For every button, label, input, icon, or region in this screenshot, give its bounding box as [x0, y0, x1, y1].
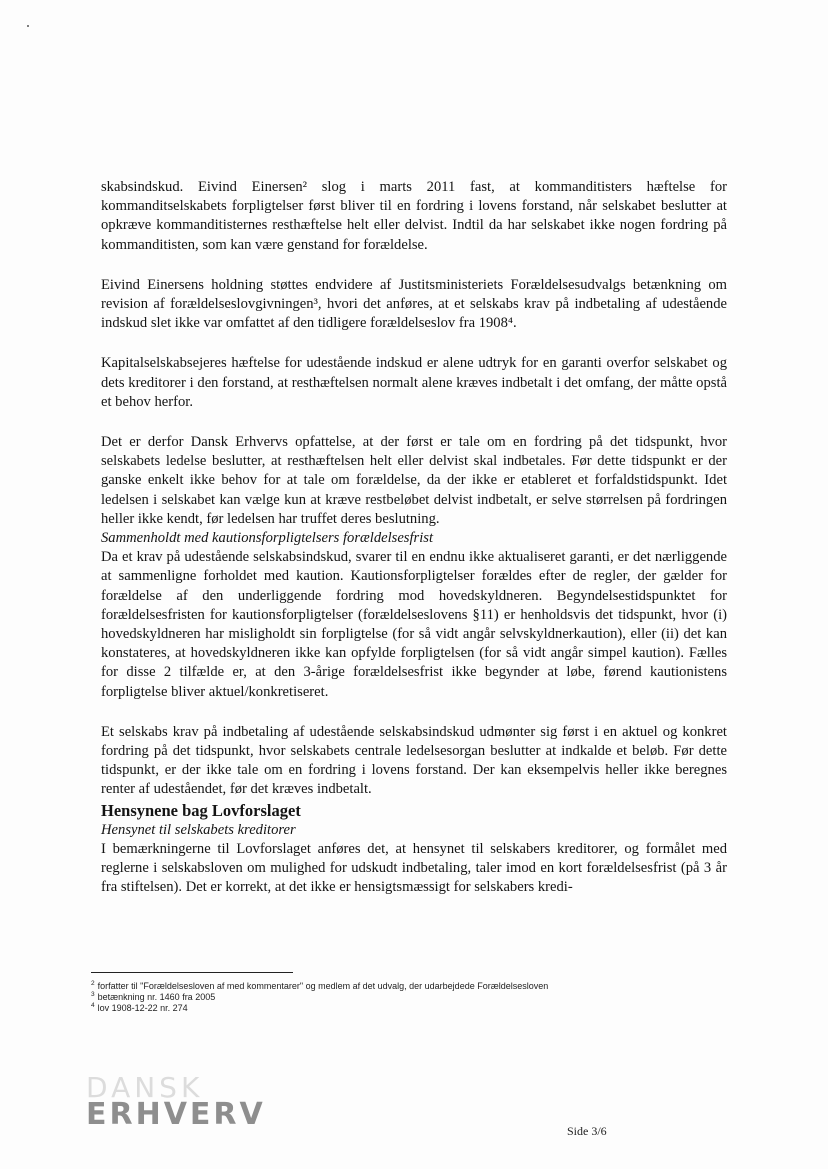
paragraph-2: Eivind Einersens holdning støttes endvidere af Justitsministeriets Forældelsesudvalgs betænkning om revision af forældelseslovgivningen³, hvori det anføres, at et selskabs krav på indbetaling af udestående indskud slet ikke var omfattet af den tidligere forældelseslov fra 1908⁴.	[101, 276, 727, 332]
paragraph-7: I bemærkningerne til Lovforslaget anføres det, at hensynet til selskabers kreditorer, og formålet med reglerne i selskabsloven om mulighed for udskudt indbetaling, taler imod en kort forældelsesfrist (på 3 år fra stiftelsen). Det er korrekt, at det ikke er hensigtsmæssigt for selskabers kredi-	[101, 840, 727, 896]
page-number: Side 3/6	[567, 1124, 607, 1138]
subheading-kreditorer: Hensynet til selskabets kreditorer	[101, 821, 296, 838]
paragraph-6: Et selskabs krav på indbetaling af udestående selskabsindskud udmønter sig først i en aktuel og konkret fordring på det tidspunkt, hvor selskabets centrale ledelsesorgan beslutter at indkalde et beløb. Før dette tidspunkt, er der ikke tale om en fordring i lovens forstand. Der kan eksempelvis heller ikke beregnes renter af udeståendet, før det kræves indbetalt.	[101, 723, 727, 798]
scan-speck	[27, 25, 29, 27]
paragraph-5: Da et krav på udestående selskabsindskud, svarer til en endnu ikke aktualiseret garanti, er det nærliggende at sammenligne forholdet med kaution. Kautionsforpligtelser forældes efter de regler, der gælder for forældelse af den underliggende fordring mod hovedskyldneren. Begyndelsestidspunktet for forældelsesfristen for kautionsforpligtelser (forældelseslovens §11) er henholdsvis det tidspunkt, hvor (i) hovedskyldneren har misligholdt sin forpligtelse (for så vidt angår selvskyldnerkaution), eller (ii) det kan konstateres, at hovedskyldneren ikke kan opfylde forpligtelsen (for så vidt angår simpel kaution). Fælles for disse 2 tilfælde er, at den 3-årige forældelsesfrist ikke begynder at løbe, førend kautionistens forpligtelse bliver aktuel/konkretiseret.	[101, 549, 727, 700]
footnote-3: $^3$ betænkning nr. 1460 fra 2005	[91, 991, 216, 1002]
logo-word-dansk: DANSK	[86, 1071, 204, 1104]
footnotes	[91, 981, 731, 1014]
section-title: Hensynene bag Lovforslaget	[101, 800, 301, 820]
paragraph-3: Kapitalselskabsejeres hæftelse for udestående indskud er alene udtryk for en garanti overfor selskabet og dets kreditorer i den forstand, at resthæftelsen normalt alene kræves indbetalt i det omfang, der måtte opstå et behov herfor.	[101, 355, 727, 410]
subheading-kaution: Sammenholdt med kautionsforpligtelsers forældelsesfrist	[101, 530, 434, 547]
footnote-divider	[91, 972, 293, 973]
logo-word-erhverv: ERHVERV	[86, 1097, 266, 1132]
body-text	[101, 178, 727, 898]
paragraph-1: skabsindskud. Eivind Einersen² slog i marts 2011 fast, at kommanditisters hæftelse for kommanditselskabets forpligtelser først bliver til en fordring i lovens forstand, når selskabet beslutter at opkræve kommanditisternes resthæftelse helt eller delvist. Indtil da har selskabet ikke nogen fordring på kommanditisten, som kan være genstand for forældelse.	[101, 179, 727, 253]
footnote-2: $^2$ forfatter til "Forældelsesloven af med kommentarer" og medlem af det udvalg, der udarbejdede Forældelsesloven	[91, 980, 549, 991]
dansk-erhverv-logo	[86, 1071, 266, 1132]
paragraph-4: Det er derfor Dansk Erhvervs opfattelse, at der først er tale om en fordring på det tidspunkt, hvor selskabets ledelse beslutter, at resthæftelsen helt eller delvist skal indbetales. Før dette tidspunkt er der ganske enkelt ikke behov for at tale om forældelse, da der ikke er etableret et forfaldstidspunkt. Idet ledelsen i selskabet kan vælge kun at kræve restbeløbet delvist indbetalt, er selve størrelsen på fordringen heller ikke kendt, før ledelsen har truffet deres beslutning.	[101, 434, 727, 527]
footnote-4: $^4$ lov 1908-12-22 nr. 274	[91, 1002, 188, 1013]
